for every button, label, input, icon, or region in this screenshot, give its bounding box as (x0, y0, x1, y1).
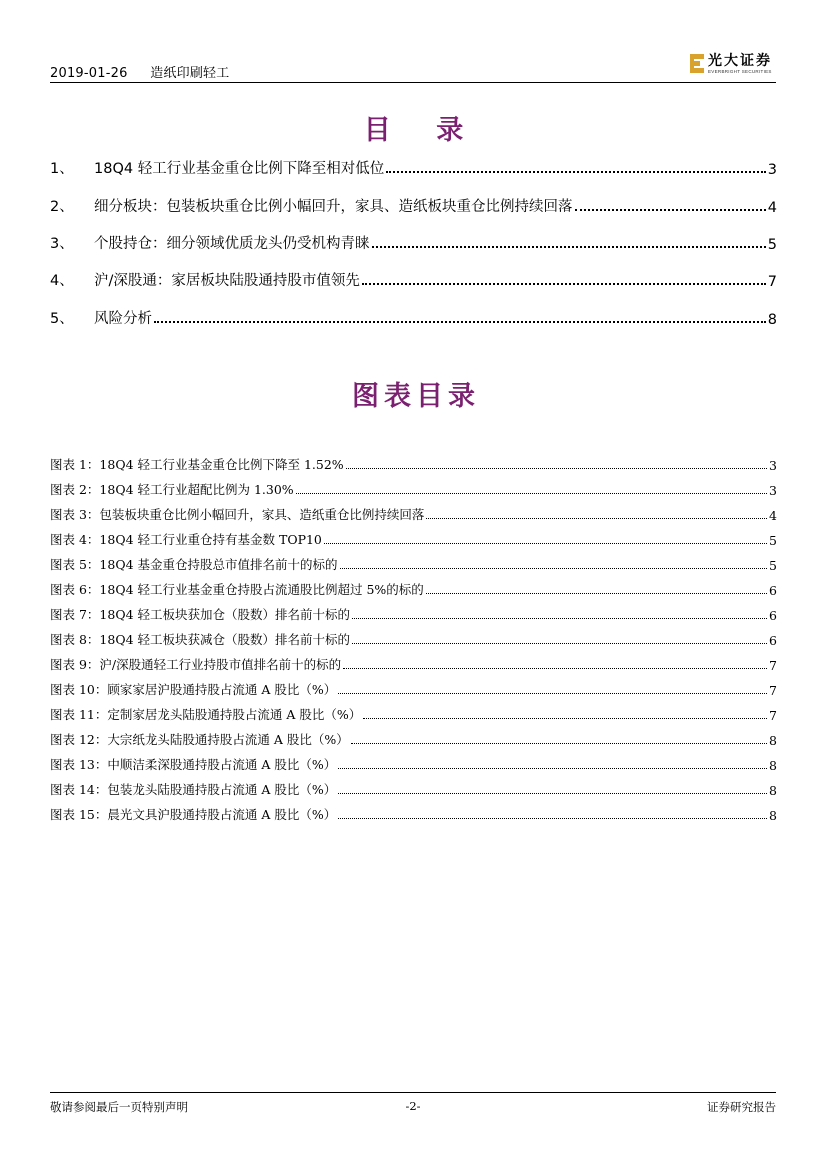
toc-item-label: 个股持仓：细分领域优质龙头仍受机构青睐 (94, 236, 370, 252)
figure-item[interactable] (50, 555, 777, 573)
toc-item[interactable] (50, 156, 777, 178)
figure-item[interactable] (50, 630, 777, 648)
toc-item-number: 1、 (50, 161, 74, 177)
toc-item[interactable] (50, 194, 777, 216)
figure-item-page: 6 (769, 633, 777, 648)
toc-item-page: 4 (767, 200, 777, 216)
figure-item[interactable] (50, 755, 777, 773)
figure-item-page: 8 (769, 758, 777, 773)
company-logo (690, 54, 772, 75)
figure-item-page: 4 (769, 508, 777, 523)
figure-item-label: 图表 14：包装龙头陆股通持股占流通 A 股比（%） (50, 782, 337, 797)
leader-dots (340, 568, 768, 569)
figure-item[interactable] (50, 730, 777, 748)
toc-item-page: 3 (767, 162, 777, 178)
figure-item-page: 5 (769, 533, 777, 548)
figure-item[interactable] (50, 705, 777, 723)
toc-item[interactable] (50, 231, 777, 253)
figure-item-page: 6 (769, 583, 777, 598)
leader-dots (426, 518, 767, 519)
leader-dots (338, 818, 767, 819)
leader-dots (351, 743, 767, 744)
figure-item-page: 5 (769, 558, 777, 573)
leader-dots (352, 618, 767, 619)
leader-dots (296, 493, 767, 494)
figure-item[interactable] (50, 580, 777, 598)
leader-dots (372, 246, 766, 248)
figure-item-label: 图表 11：定制家居龙头陆股通持股占流通 A 股比（%） (50, 707, 362, 722)
toc-title: 目 录 (363, 115, 482, 146)
figure-item-page: 8 (769, 733, 777, 748)
toc-item-number: 4、 (50, 273, 74, 289)
footer-page-number: -2- (405, 1099, 421, 1113)
leader-dots (352, 643, 767, 644)
figure-item[interactable] (50, 680, 777, 698)
toc-item-label: 风险分析 (94, 311, 152, 327)
figure-item-page: 6 (769, 608, 777, 623)
figure-item-label: 图表 9：沪/深股通轻工行业持股市值排名前十的标的 (50, 657, 342, 672)
figure-item[interactable] (50, 455, 777, 473)
figure-item-label: 图表 5：18Q4 基金重仓持股总市值排名前十的标的 (50, 557, 338, 572)
figure-item-page: 7 (769, 708, 777, 723)
logo-english-name: EVERBRIGHT SECURITIES (708, 69, 772, 74)
leader-dots (154, 321, 766, 323)
figure-item-label: 图表 2：18Q4 轻工行业超配比例为 1.30% (50, 482, 294, 497)
footer-disclaimer: 敬请参阅最后一页特别声明 (50, 1100, 188, 1114)
leader-dots (338, 793, 767, 794)
figure-item-label: 图表 7：18Q4 轻工板块获加仓（股数）排名前十标的 (50, 607, 351, 622)
industry-label: 造纸印刷轻工 (150, 66, 230, 81)
leader-dots (362, 283, 766, 285)
figure-item-label: 图表 1：18Q4 轻工行业基金重仓比例下降至 1.52% (50, 457, 344, 472)
toc-item-page: 7 (767, 274, 777, 290)
page-footer (50, 1092, 776, 1114)
header-text (50, 62, 229, 81)
figures-title: 图表目录 (352, 381, 480, 412)
figure-item-label: 图表 12：大宗纸龙头陆股通持股占流通 A 股比（%） (50, 732, 349, 747)
leader-dots (343, 668, 767, 669)
figure-item-page: 7 (769, 658, 777, 673)
logo-chinese-name: 光大证券 (708, 53, 772, 69)
figure-item-label: 图表 8：18Q4 轻工板块获减仓（股数）排名前十标的 (50, 632, 351, 647)
toc-item-number: 3、 (50, 236, 74, 252)
leader-dots (363, 718, 767, 719)
toc-item-label: 细分板块：包装板块重仓比例小幅回升，家具、造纸板块重仓比例持续回落 (94, 199, 573, 215)
figure-item[interactable] (50, 605, 777, 623)
figure-item-label: 图表 10：顾家家居沪股通持股占流通 A 股比（%） (50, 682, 337, 697)
leader-dots (426, 593, 767, 594)
toc-item-number: 2、 (50, 199, 74, 215)
figure-item-page: 7 (769, 683, 777, 698)
toc-item[interactable] (50, 268, 777, 290)
page-header (50, 52, 776, 83)
figure-item-label: 图表 13：中顺洁柔深股通持股占流通 A 股比（%） (50, 757, 337, 772)
figure-item[interactable] (50, 505, 777, 523)
leader-dots (575, 209, 766, 211)
toc-item-page: 5 (767, 237, 777, 253)
leader-dots (346, 468, 767, 469)
figure-item[interactable] (50, 655, 777, 673)
report-date: 2019-01-26 (50, 66, 128, 81)
toc-item[interactable] (50, 306, 777, 328)
figure-item[interactable] (50, 480, 777, 498)
figure-item[interactable] (50, 805, 777, 823)
toc-item-page: 8 (767, 312, 777, 328)
figure-item[interactable] (50, 780, 777, 798)
figure-item-page: 3 (769, 458, 777, 473)
figure-item-label: 图表 6：18Q4 轻工行业基金重仓持股占流通股比例超过 5%的标的 (50, 582, 424, 597)
figure-item-label: 图表 4：18Q4 轻工行业重仓持有基金数 TOP10 (50, 532, 322, 547)
toc-item-number: 5、 (50, 311, 74, 327)
footer-report-type: 证券研究报告 (707, 1100, 776, 1114)
leader-dots (324, 543, 767, 544)
toc-item-label: 沪/深股通：家居板块陆股通持股市值领先 (94, 273, 360, 289)
leader-dots (338, 768, 767, 769)
figure-item-page: 3 (769, 483, 777, 498)
leader-dots (338, 693, 767, 694)
figure-item-page: 8 (769, 808, 777, 823)
toc-item-label: 18Q4 轻工行业基金重仓比例下降至相对低位 (94, 161, 385, 177)
figure-item[interactable] (50, 530, 777, 548)
leader-dots (386, 171, 766, 173)
figure-item-label: 图表 15：晨光文具沪股通持股占流通 A 股比（%） (50, 807, 337, 822)
everbright-logo-icon (690, 54, 704, 74)
figure-item-page: 8 (769, 783, 777, 798)
figure-item-label: 图表 3：包装板块重仓比例小幅回升，家具、造纸重仓比例持续回落 (50, 507, 425, 522)
